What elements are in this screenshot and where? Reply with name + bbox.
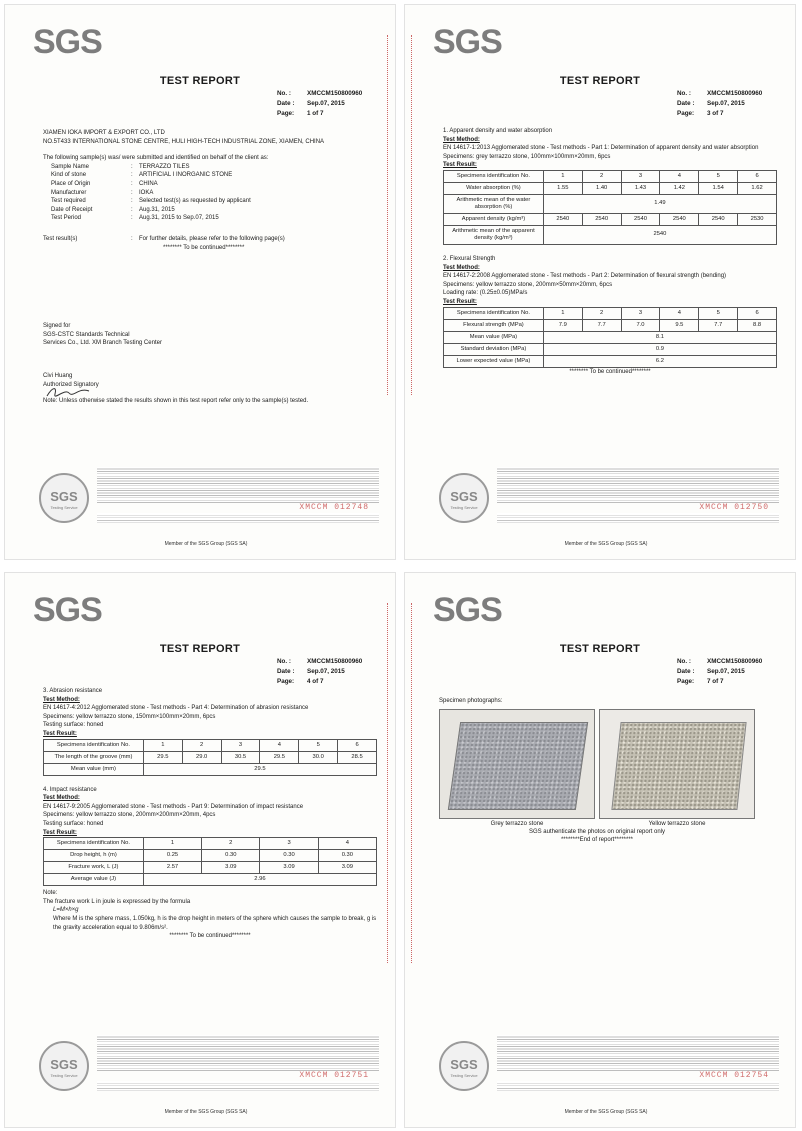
page-footer (29, 1033, 383, 1115)
continued-text: ******** To be continued******** (169, 933, 251, 940)
report-meta (277, 657, 362, 687)
report-page-1 (4, 4, 396, 560)
report-number: XMCCM150800960 (707, 658, 763, 665)
specimens-text: Specimens: grey terrazzo stone, 100mm×100mm×20mm, 6pcs (443, 153, 611, 160)
report-page-3 (404, 4, 796, 560)
table-cell: 5 (699, 170, 738, 182)
sgs-stamp: SGS Testing Service (439, 1041, 489, 1091)
table-label-cell: Average value (J) (44, 874, 144, 886)
table-cell: 3 (221, 739, 260, 751)
specimens-text: Specimens: yellow terrazzo stone, 150mm×100mm×20mm, 6pcs (43, 713, 216, 720)
testing-surface-text: Testing surface: honed (43, 820, 104, 827)
loading-rate-text: Loading rate: (0.25±0.05)MPa/s (443, 290, 528, 297)
sample-fields (43, 163, 377, 223)
field-row: Manufacturer : IOKA (51, 189, 154, 196)
serial-number: XMCCM 012748 (299, 503, 369, 512)
report-page-4 (4, 572, 396, 1128)
serial-number: XMCCM 012750 (699, 503, 769, 512)
table-cell: 2 (182, 739, 221, 751)
page-label: Page: (277, 678, 295, 685)
table-label-cell: Apparent density (kg/m³) (444, 213, 544, 225)
page-label: Page: (677, 110, 695, 117)
table-cell: 2.96 (143, 874, 376, 886)
abrasion-table (43, 739, 377, 776)
table-row (444, 331, 777, 343)
date-label: Date : (677, 100, 695, 107)
grey-caption: Grey terrazzo stone (490, 821, 544, 827)
field-value: TERRAZZO TILES (139, 163, 190, 170)
no-label: No. : (677, 90, 691, 97)
table-row (44, 850, 377, 862)
table-cell: 6 (338, 739, 377, 751)
signed-for: Signed for (43, 323, 71, 330)
table-label-cell: Fracture work, L (J) (44, 862, 144, 874)
field-key: Date of Receipt (51, 206, 93, 213)
table-cell: 0.9 (543, 343, 776, 355)
table-cell: 1.42 (660, 182, 699, 194)
field-row: Test Period : Aug.31, 2015 to Sep.07, 2015 (51, 215, 219, 222)
section-title: 1. Apparent density and water absorption (443, 128, 553, 134)
testing-surface-text: Testing surface: honed (43, 722, 104, 729)
density-table (443, 170, 777, 245)
table-cell: 2540 (582, 213, 621, 225)
table-label-cell: Flexural strength (MPa) (444, 319, 544, 331)
section-abrasion (43, 687, 377, 941)
table-cell: 3.09 (318, 862, 376, 874)
page-number: 3 of 7 (707, 110, 724, 117)
report-date: Sep.07, 2015 (707, 100, 745, 107)
grey-tile-image (448, 722, 588, 810)
field-value: ARTIFICIAL I INORGANIC STONE (139, 172, 233, 179)
test-result-label: Test Result: (43, 730, 77, 737)
no-label: No. : (277, 658, 291, 665)
date-label: Date : (677, 668, 695, 675)
table-row (444, 355, 777, 367)
page-footer (429, 465, 783, 547)
field-row: Test required : Selected test(s) as requested by applicant (51, 198, 251, 205)
member-note: Member of the SGS Group (SGS SA) (164, 1109, 248, 1115)
specimens-text: Specimens: yellow terrazzo stone, 200mm×200mm×20mm, 4pcs (43, 812, 216, 819)
table-cell: 8.8 (738, 319, 777, 331)
test-method-label: Test Method: (43, 795, 80, 802)
test-result-label: Test Result: (443, 298, 477, 305)
test-result-label: Test Result: (43, 829, 77, 836)
no-label: No. : (277, 90, 291, 97)
terms-fine-print (97, 1035, 379, 1071)
report-meta (277, 89, 362, 119)
table-header-cell: Specimens identification No. (444, 170, 544, 182)
signer-title: Authorized Signatory (43, 381, 99, 388)
report-number: XMCCM150800960 (307, 90, 363, 97)
table-cell: 2 (582, 170, 621, 182)
report-number: XMCCM150800960 (307, 658, 363, 665)
results-value: For further details, please refer to the following page(s) (139, 235, 285, 242)
table-label-cell: Mean value (mm) (44, 763, 144, 775)
test-method-text: EN 14617-2:2008 Agglomerated stone - Test methods - Part 2: Determination of flexural strength (bending) (443, 273, 727, 280)
table-cell: 7.7 (699, 319, 738, 331)
table-label-cell: Arithmetic mean of the apparent density (kg/m³) (444, 225, 544, 244)
field-key: Test Period (51, 215, 82, 222)
page-footer (429, 1033, 783, 1115)
date-label: Date : (277, 668, 295, 675)
grey-terrazzo-photo (439, 709, 595, 819)
results-label: Test result(s) (43, 235, 78, 242)
table-cell: 29.5 (143, 763, 376, 775)
note-label: Note: (43, 890, 58, 897)
table-cell: 7.0 (621, 319, 660, 331)
section-title: 3. Abrasion resistance (43, 688, 103, 694)
table-cell: 1 (543, 307, 582, 319)
table-row (444, 182, 777, 194)
side-border-text (411, 603, 415, 963)
section-title: 2. Flexural Strength (443, 255, 496, 262)
table-cell: 3.09 (202, 862, 260, 874)
table-cell: 1.55 (543, 182, 582, 194)
table-row (444, 343, 777, 355)
table-row (444, 319, 777, 331)
table-label-cell: Standard deviation (MPa) (444, 343, 544, 355)
end-of-report: ********End of report******** (560, 837, 634, 843)
table-cell: 8.1 (543, 331, 776, 343)
client-company: XIAMEN IOKA IMPORT & EXPORT CO., LTD (43, 130, 165, 136)
side-border-text (411, 35, 415, 395)
sample-intro: The following sample(s) was/ were submitted and identified on behalf of the client as: (43, 155, 269, 162)
table-cell: 3 (260, 838, 318, 850)
field-value: Aug.31, 2015 (139, 206, 175, 213)
report-title: TEST REPORT (559, 643, 641, 655)
report-date: Sep.07, 2015 (707, 668, 745, 675)
address-fine-print (97, 513, 379, 523)
field-key: Place of Origin (51, 180, 91, 187)
field-key: Manufacturer (51, 189, 87, 196)
impact-table (43, 837, 377, 886)
table-cell: 2 (202, 838, 260, 850)
signature (45, 385, 91, 399)
continued-text: ******** To be continued******** (163, 244, 245, 251)
table-cell: 5 (699, 307, 738, 319)
table-cell: 1.49 (543, 194, 776, 213)
table-cell: 1 (143, 739, 182, 751)
table-label-cell: The length of the groove (mm) (44, 751, 144, 763)
date-label: Date : (277, 100, 295, 107)
report-title: TEST REPORT (159, 643, 241, 655)
report-meta (677, 657, 762, 687)
table-row (44, 874, 377, 886)
table-header-cell: Specimens identification No. (44, 739, 144, 751)
table-cell: 6.2 (543, 355, 776, 367)
field-value: CHINA (139, 180, 158, 187)
table-cell: 1.54 (699, 182, 738, 194)
test-method-text: EN 14617-9:2005 Agglomerated stone - Test methods - Part 9: Determination of impact resistance (43, 803, 304, 810)
table-cell: 0.30 (318, 850, 376, 862)
address-fine-print (97, 1081, 379, 1091)
authenticate-text: SGS authenticate the photos on original report only (528, 829, 666, 835)
field-row: Date of Receipt : Aug.31, 2015 (51, 206, 175, 213)
sgs-stamp: SGS Testing Service (39, 1041, 89, 1091)
terms-fine-print (497, 467, 779, 503)
yellow-caption: Yellow terrazzo stone (648, 821, 706, 827)
table-cell: 2540 (660, 213, 699, 225)
report-number: XMCCM150800960 (707, 90, 763, 97)
signed-org-1: SGS-CSTC Standards Technical (43, 331, 130, 338)
report-title: TEST REPORT (159, 75, 241, 87)
client-info (43, 129, 377, 406)
table-row (44, 763, 377, 775)
table-cell: 2540 (543, 225, 776, 244)
side-border-text (387, 35, 391, 395)
serial-number: XMCCM 012754 (699, 1071, 769, 1080)
table-row (44, 751, 377, 763)
signed-org-2: Services Co., Ltd. XM Branch Testing Center (43, 340, 162, 347)
table-row (444, 170, 777, 182)
table-cell: 1.62 (738, 182, 777, 194)
test-results-row: Test result(s) : For further details, please refer to the following page(s) (43, 235, 285, 242)
report-note: Note: Unless otherwise stated the results shown in this test report refer only to the sample(s) tested. (43, 398, 309, 405)
table-cell: 28.5 (338, 751, 377, 763)
table-row (444, 194, 777, 213)
table-label-cell: Mean value (MPa) (444, 331, 544, 343)
table-cell: 4 (318, 838, 376, 850)
table-cell: 6 (738, 170, 777, 182)
test-method-text: EN 14617-1:2013 Agglomerated stone - Test methods - Part 1: Determination of apparent density and water absorption (443, 145, 759, 152)
table-label-cell: Drop height, h (m) (44, 850, 144, 862)
table-row (444, 225, 777, 244)
page-number: 4 of 7 (307, 678, 324, 685)
field-row: Sample Name : TERRAZZO TILES (51, 163, 190, 170)
report-page-7 (404, 572, 796, 1128)
table-cell: 30.0 (299, 751, 338, 763)
table-cell: 29.5 (260, 751, 299, 763)
signer-name: Civi Huang (43, 372, 73, 379)
table-header-cell: Specimens identification No. (44, 838, 144, 850)
table-cell: 4 (260, 739, 299, 751)
section-title: 4. Impact resistance (43, 786, 97, 793)
terms-fine-print (497, 1035, 779, 1071)
test-method-label: Test Method: (443, 136, 480, 143)
yellow-terrazzo-photo (599, 709, 755, 819)
page-number: 7 of 7 (707, 678, 724, 685)
sgs-logo: SGS (33, 23, 102, 61)
page-label: Page: (677, 678, 695, 685)
client-address: NO.5T433 INTERNATIONAL STONE CENTRE, HULI HIGH-TECH INDUSTRIAL ZONE, XIAMEN, CHINA (43, 138, 325, 145)
member-note: Member of the SGS Group (SGS SA) (564, 1109, 648, 1115)
table-cell: 1.40 (582, 182, 621, 194)
table-label-cell: Water absorption (%) (444, 182, 544, 194)
sgs-logo: SGS (433, 591, 502, 629)
table-cell: 0.30 (202, 850, 260, 862)
side-border-text (387, 603, 391, 963)
field-value: IOKA (139, 189, 154, 196)
table-cell: 2 (582, 307, 621, 319)
field-row: Kind of stone : ARTIFICIAL I INORGANIC STONE (51, 172, 233, 179)
field-value: Selected test(s) as requested by applicant (139, 198, 251, 205)
table-cell: 2540 (543, 213, 582, 225)
field-key: Kind of stone (51, 172, 87, 179)
sgs-logo: SGS (433, 23, 502, 61)
photos-label: Specimen photographs: (439, 698, 503, 704)
table-cell: 29.5 (143, 751, 182, 763)
test-method-text: EN 14617-4:2012 Agglomerated stone - Test methods - Part 4: Determination of abrasion resistance (43, 705, 309, 712)
page-label: Page: (277, 110, 295, 117)
table-cell: 7.7 (582, 319, 621, 331)
table-cell: 30.5 (221, 751, 260, 763)
sgs-logo: SGS (33, 591, 102, 629)
table-cell: 0.25 (143, 850, 201, 862)
terms-fine-print (97, 467, 379, 503)
page-footer (29, 465, 383, 547)
address-fine-print (497, 1081, 779, 1091)
table-label-cell: Lower expected value (MPa) (444, 355, 544, 367)
specimens-text: Specimens: yellow terrazzo stone, 200mm×50mm×20mm, 6pcs (443, 281, 613, 288)
yellow-tile-image (611, 722, 746, 810)
test-method-label: Test Method: (443, 264, 480, 271)
section-density (443, 127, 777, 376)
field-key: Sample Name (51, 163, 90, 170)
test-result-label: Test Result: (443, 162, 477, 169)
note-text: Where M is the sphere mass, 1.050kg, h is the drop height in meters of the sphere which causes the sample to break, g is the gravity acceleration equal to 9.806m/s². (53, 915, 377, 931)
table-cell: 29.0 (182, 751, 221, 763)
field-value: Aug.31, 2015 to Sep.07, 2015 (139, 215, 219, 222)
table-cell: 4 (660, 170, 699, 182)
table-cell: 5 (299, 739, 338, 751)
table-cell: 3 (621, 170, 660, 182)
table-row (44, 862, 377, 874)
member-note: Member of the SGS Group (SGS SA) (164, 541, 248, 547)
table-row (444, 213, 777, 225)
table-cell: 1 (543, 170, 582, 182)
note-text: The fracture work L in joule is expressed by the formula (43, 898, 191, 905)
address-fine-print (497, 513, 779, 523)
table-cell: 2540 (699, 213, 738, 225)
table-header-cell: Specimens identification No. (444, 307, 544, 319)
serial-number: XMCCM 012751 (299, 1071, 369, 1080)
sgs-stamp: SGS Testing Service (439, 473, 489, 523)
table-cell: 2.57 (143, 862, 201, 874)
table-cell: 6 (738, 307, 777, 319)
sgs-stamp: SGS Testing Service (39, 473, 89, 523)
table-cell: 0.30 (260, 850, 318, 862)
table-cell: 1 (143, 838, 201, 850)
test-method-label: Test Method: (43, 696, 80, 703)
formula-text: L=M×h×g (53, 907, 79, 914)
table-cell: 9.5 (660, 319, 699, 331)
table-cell: 4 (660, 307, 699, 319)
report-date: Sep.07, 2015 (307, 100, 345, 107)
table-cell: 3 (621, 307, 660, 319)
member-note: Member of the SGS Group (SGS SA) (564, 541, 648, 547)
report-meta (677, 89, 762, 119)
no-label: No. : (677, 658, 691, 665)
table-cell: 2540 (621, 213, 660, 225)
report-title: TEST REPORT (559, 75, 641, 87)
table-cell: 2530 (738, 213, 777, 225)
table-cell: 1.43 (621, 182, 660, 194)
report-date: Sep.07, 2015 (307, 668, 345, 675)
field-key: Test required (51, 198, 86, 205)
table-cell: 7.9 (543, 319, 582, 331)
table-row (444, 307, 777, 319)
table-row (44, 739, 377, 751)
continued-text: ******** To be continued******** (569, 368, 651, 375)
field-row: Place of Origin : CHINA (51, 180, 158, 187)
table-cell: 3.09 (260, 862, 318, 874)
table-row (44, 838, 377, 850)
page-number: 1 of 7 (307, 110, 324, 117)
table-label-cell: Arithmetic mean of the water absorption (%) (444, 194, 544, 213)
flexural-table (443, 307, 777, 368)
